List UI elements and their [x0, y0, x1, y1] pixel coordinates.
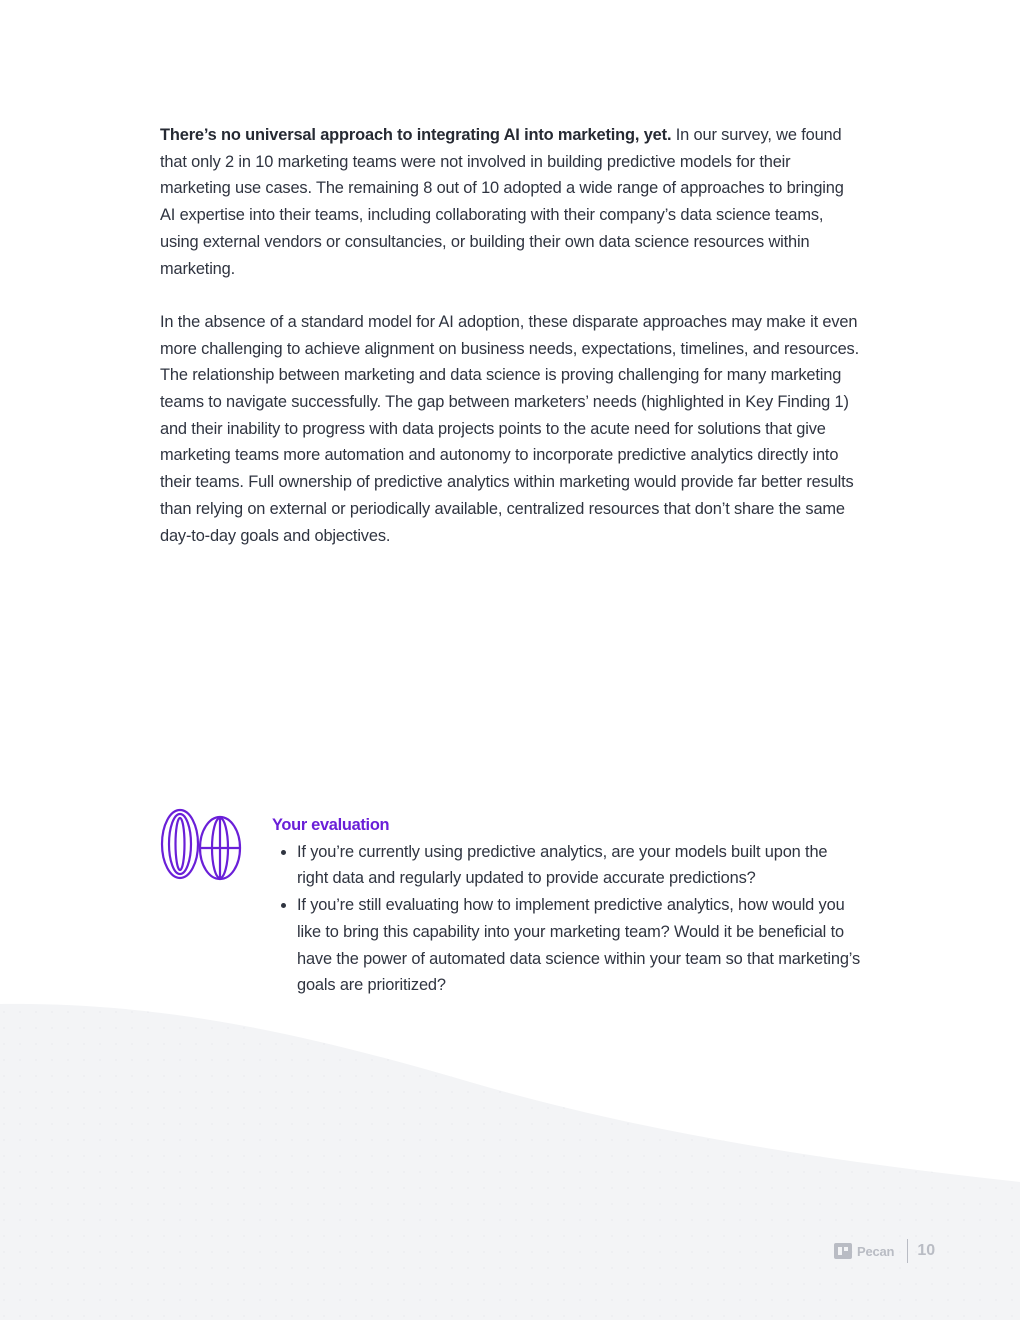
- intro-text: In our survey, we found that only 2 in 10 marketing teams were not involved in building predictive models for their marketing use cases. The remaining 8 out of 10 adopted a wide range of approaches to bringing AI expertise into their teams, including collaborating with their company’s data science teams, using external vendors or consultancies, or building their own data science resources within marketing.: [160, 126, 844, 278]
- evaluation-list-item: [272, 892, 862, 999]
- page-number: 10: [917, 1242, 936, 1259]
- evaluation-list: [272, 839, 862, 999]
- footer-divider: [907, 1239, 908, 1263]
- evaluation-title: Your evaluation: [272, 816, 390, 834]
- bullet-dot-icon: [281, 903, 286, 908]
- evaluation-item-text: If you’re still evaluating how to implement predictive analytics, how would you like to bring this capability into your marketing team? Would it be beneficial to have the power of automated data science within your team so that marketing’s goals are prioritized?: [297, 896, 861, 995]
- twin-globes-icon: [160, 808, 244, 884]
- bullet-dot-icon: [281, 850, 286, 855]
- intro-paragraph: [160, 122, 860, 282]
- intro-bold-lead: There’s no universal approach to integrating AI into marketing, yet.: [160, 126, 672, 144]
- evaluation-item-text: If you’re currently using predictive analytics, are your models built upon the right data and regularly updated to provide accurate predictions?: [297, 842, 828, 888]
- page-footer: [834, 1238, 935, 1264]
- evaluation-list-item: [272, 839, 862, 892]
- brand-name: Pecan: [857, 1243, 895, 1259]
- main-content: [160, 122, 860, 549]
- evaluation-body: [272, 812, 862, 999]
- pecan-logo-icon: [834, 1243, 852, 1259]
- body-paragraph: In the absence of a standard model for AI adoption, these disparate approaches may make it even more challenging to achieve alignment on business needs, expectations, timelines, and resources. The relationship between marketing and data science is proving challenging for many marketing teams to navigate successfully. The gap between marketers’ needs (highlighted in Key Finding 1) and their inability to progress with data projects points to the acute need for solutions that give marketing teams more automation and autonomy to incorporate predictive analytics directly into their teams. Full ownership of predictive analytics within marketing would provide far better results than relying on external or periodically available, centralized resources that don’t share the same day-to-day goals and objectives.: [160, 312, 860, 545]
